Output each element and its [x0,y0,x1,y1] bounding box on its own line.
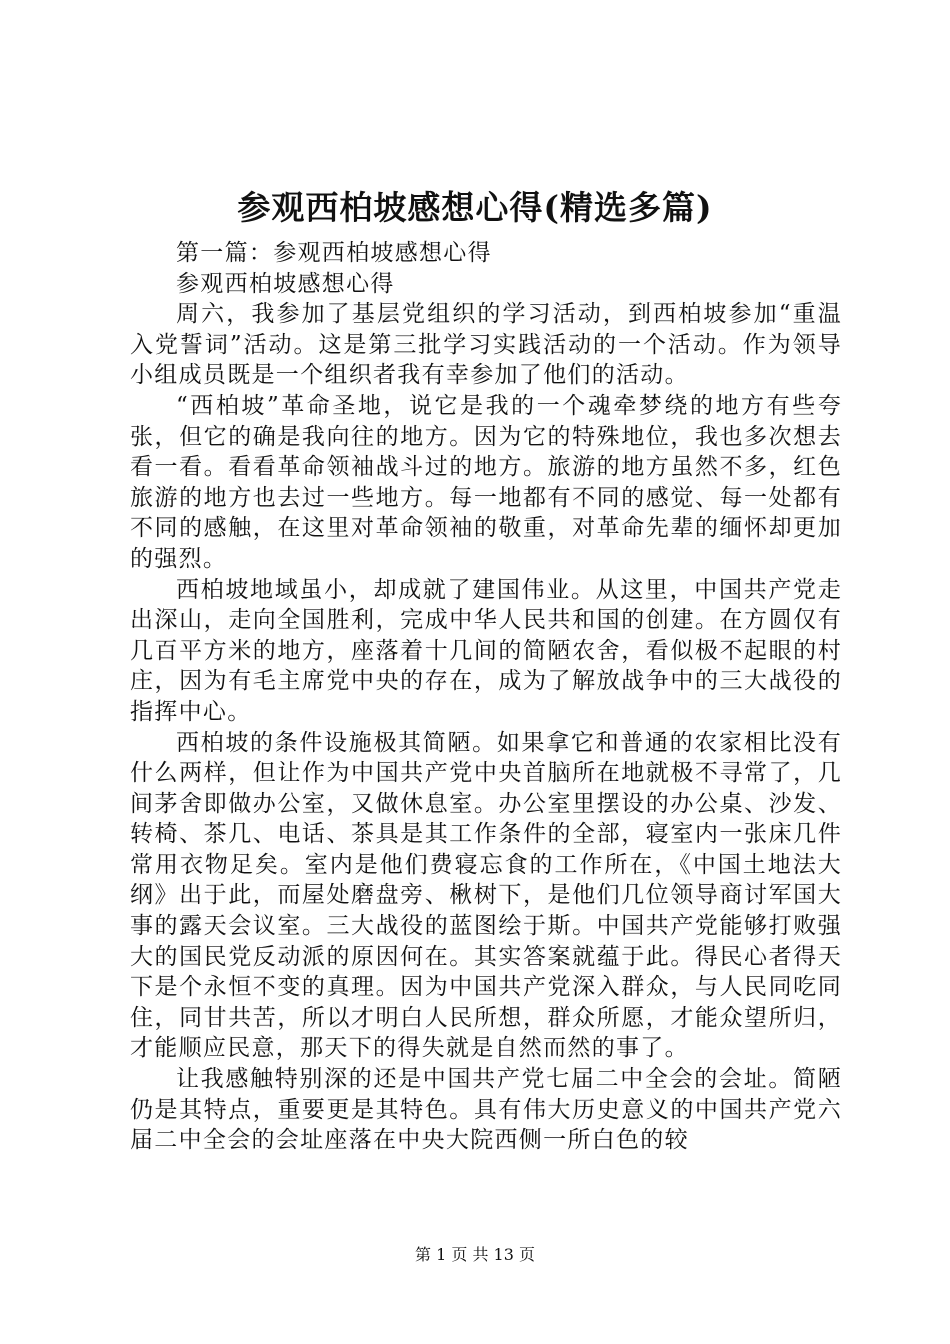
section-heading: 第一篇：参观西柏坡感想心得 [176,240,492,266]
paragraph: “西柏坡”革命圣地，说它是我的一个魂牵梦绕的地方有些夸张，但它的确是我向往的地方。因为它的特殊地位，我也多次想去看一看。看看革命领袖战斗过的地方。旅游的地方虽然不多，红色旅游的地方也去过一些地方。每一地都有不同的感觉、每一处都有不同的感触，在这里对革命领袖的敬重，对革命先辈的缅怀却更加的强烈。 [130,392,842,572]
paragraph: 西柏坡的条件设施极其简陋。如果拿它和普通的农家相比没有什么两样，但让作为中国共产党中央首脑所在地就极不寻常了，几间茅舍即做办公室，又做休息室。办公室里摆设的办公桌、沙发、转椅、茶几、电话、茶具是其工作条件的全部，寝室内一张床几件常用衣物足矣。室内是他们费寝忘食的工作所在，《中国土地法大纲》出于此，而屋处磨盘旁、楸树下，是他们几位领导商讨军国大事的露天会议室。三大战役的蓝图绘于斯。中国共产党能够打败强大的国民党反动派的原因何在。其实答案就蕴于此。得民心者得天下是个永恒不变的真理。因为中国共产党深入群众，与人民同吃同住，同甘共苦，所以才明白人民所想，群众所愿，才能众望所归，才能顺应民意，那天下的得失就是自然而然的事了。 [130,729,842,1062]
document-title: 参观西柏坡感想心得(精选多篇) [237,188,713,227]
document-body [130,238,842,1156]
paragraph: 西柏坡地域虽小，却成就了建国伟业。从这里，中国共产党走出深山，走向全国胜利，完成中华人民共和国的创建。在方圆仅有几百平方米的地方，座落着十几间的简陋农舍，看似极不起眼的村庄，因为有毛主席党中央的存在，成为了解放战争中的三大战役的指挥中心。 [130,576,842,725]
paragraph: 周六，我参加了基层党组织的学习活动，到西柏坡参加“重温入党誓词”活动。这是第三批学习实践活动的一个活动。作为领导小组成员既是一个组织者我有幸参加了他们的活动。 [130,301,842,389]
subheading: 参观西柏坡感想心得 [176,270,395,297]
paragraph: 让我感触特别深的还是中国共产党七届二中全会的会址。简陋仍是其特点，重要更是其特色。具有伟大历史意义的中国共产党六届二中全会的会址座落在中央大院西侧一所白色的较 [130,1066,842,1154]
page-footer: 第 1 页 共 13 页 [415,1245,535,1264]
